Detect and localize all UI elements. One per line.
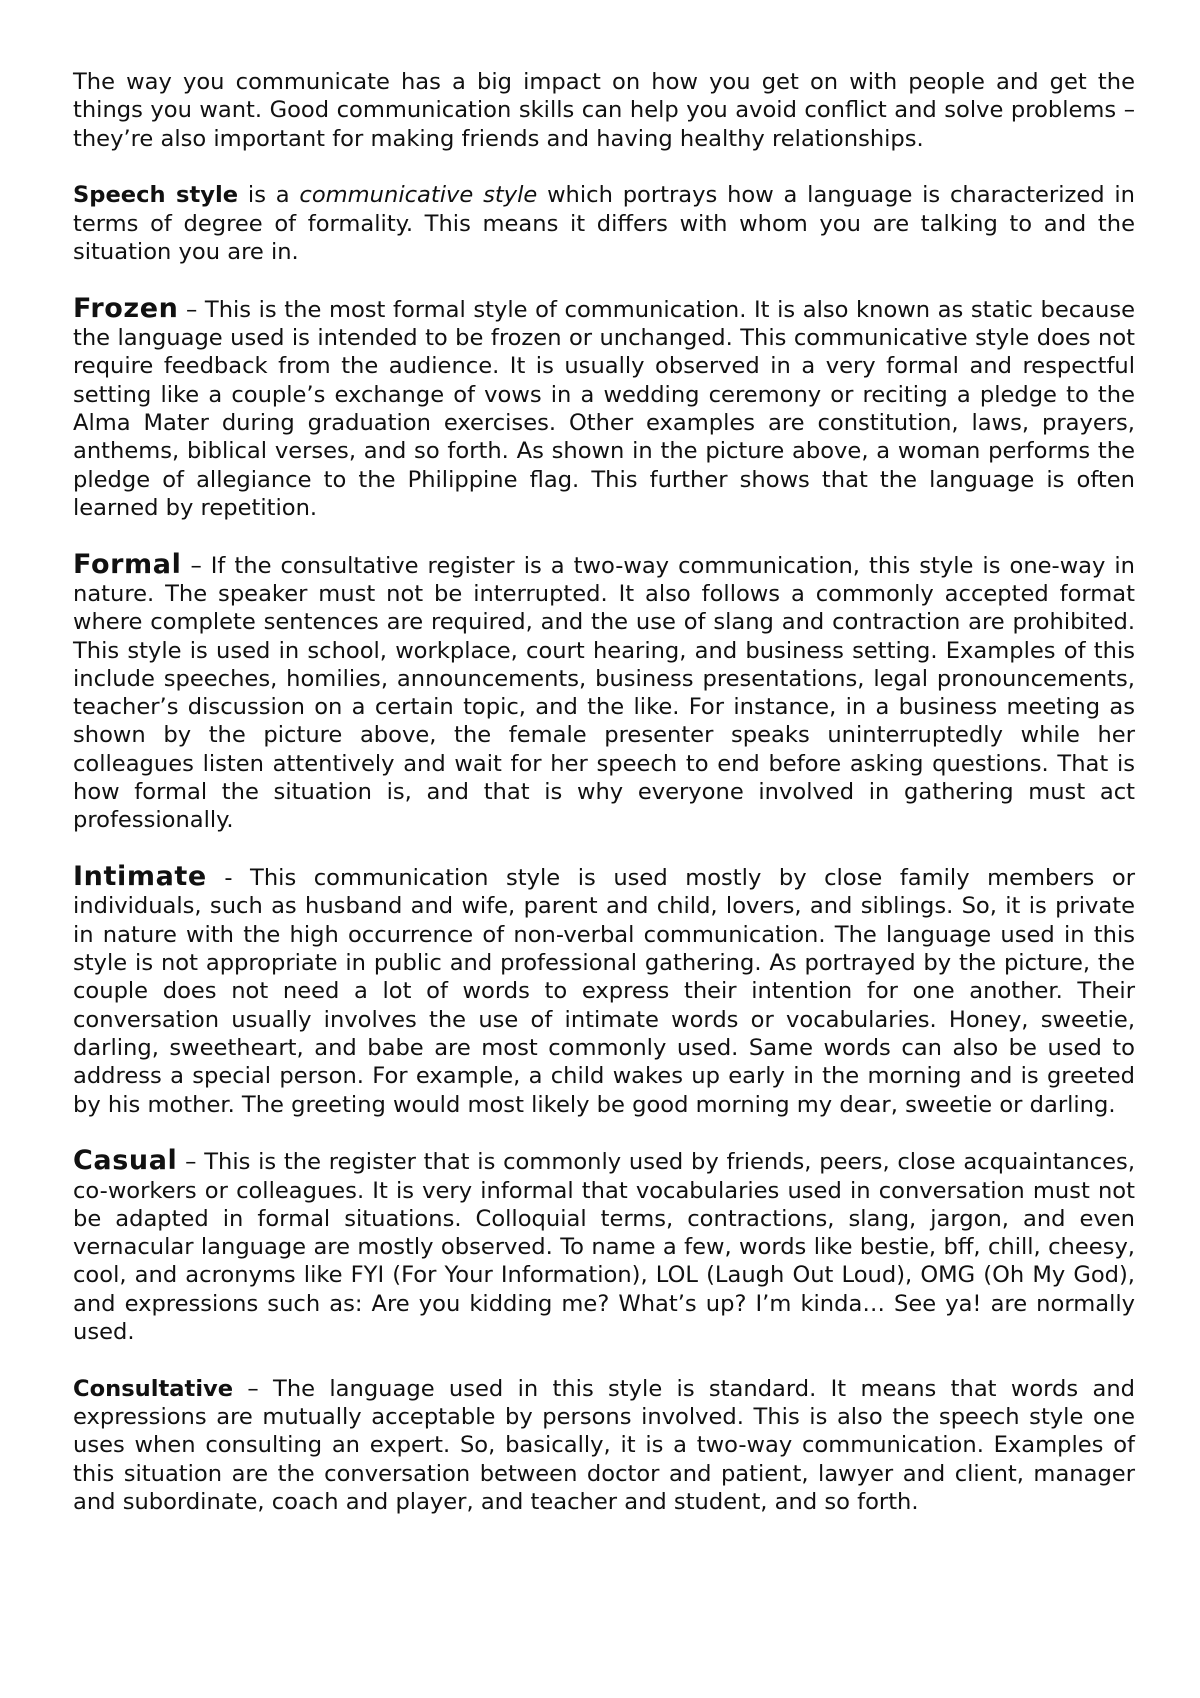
formal-text: – If the consultative register is a two-way communication, this style is one-way in nature. The speaker must not be interrupted. It also follows a commonly accepted format where complete sentences are required, and the use of slang and contraction are prohibited. This style is used in school, workplace, court hearing, and business setting. Examples of this include speeches, homilies, announcements, business presentations, legal pronouncements, teacher’s discussion on a certain topic, and the like. For instance, in a business meeting as shown by the picture above, the female presenter speaks uninterruptedly while her colleagues listen attentively and wait for her speech to end before asking questions. That is how formal the situation is, and that is why everyone involved in gathering must act professionally. [73,552,1135,834]
intimate-paragraph [73,863,1135,1119]
frozen-paragraph [73,292,1135,522]
frozen-text: – This is the most formal style of communication. It is also known as static because the language used is intended to be frozen or unchanged. This communicative style does not require feedback from the audience. It is usually observed in a very formal and respectful setting like a couple’s exchange of vows in a wedding ceremony or reciting a pledge to the Alma Mater during graduation exercises. Other examples are constitution, laws, prayers, anthems, biblical verses, and so forth. As shown in the picture above, a woman performs the pledge of allegiance to the Philippine flag. This further shows that the language is often learned by repetition. [73,296,1135,521]
definition-emphasis: communicative style [299,182,538,209]
consultative-text: – The language used in this style is standard. It means that words and expressions are mutually acceptable by persons involved. This is also the speech style one uses when consulting an expert. So, basically, it is a two-way communication. Examples of this situation are the conversation between doctor and patient, lawyer and client, manager and subordinate, coach and player, and teacher and student, and so forth. [73,1375,1135,1516]
casual-term: Casual [73,1145,178,1177]
casual-text: – This is the register that is commonly used by friends, peers, close acquaintances, co-workers or colleagues. It is very informal that vocabularies used in conversation must not be adapted in formal situations. Colloquial terms, contractions, slang, jargon, and even vernacular language are mostly observed. To name a few, words like bestie, bff, chill, cheesy, cool, and acronyms like FYI (For Your Information), LOL (Laugh Out Loud), OMG (Oh My God), and expressions such as: Are you kidding me? What’s up? I’m kinda… See ya! are normally used. [73,1149,1135,1346]
definition-text-b: which portrays how a language is characterized in terms of degree of formality. This means it differs with whom you are talking to and the situation you are in. [73,182,1135,265]
formal-paragraph [73,548,1135,835]
consultative-term: Consultative [73,1375,234,1402]
casual-paragraph [73,1147,1135,1346]
intimate-term: Intimate [73,861,207,893]
definition-term: Speech style [73,182,239,209]
intimate-text: - This communication style is used mostly by close family members or individuals, such as husband and wife, parent and child, lovers, and siblings. So, it is private in nature with the high occurrence of non-verbal communication. The language used in this style is not appropriate in public and professional gathering. As portrayed by the picture, the couple does not need a lot of words to express their intention for one another. Their conversation usually involves the use of intimate words or vocabularies. Honey, sweetie, darling, sweetheart, and babe are most commonly used. Same words can also be used to address a special person. For example, a child wakes up early in the morning and is greeted by his mother. The greeting would most likely be good morning my dear, sweetie or darling. [73,865,1135,1118]
formal-term: Formal [73,548,182,580]
consultative-paragraph [73,1375,1135,1516]
intro-paragraph: The way you communicate has a big impact on how you get on with people and get the things you want. Good communication skills can help you avoid conflict and solve problems – they’re also important for making friends and having healthy relationships. [73,69,1135,152]
definition-text-a: is a [238,182,300,209]
frozen-term: Frozen [73,292,179,324]
speech-style-definition [73,181,1135,266]
document-page [73,68,1135,1545]
